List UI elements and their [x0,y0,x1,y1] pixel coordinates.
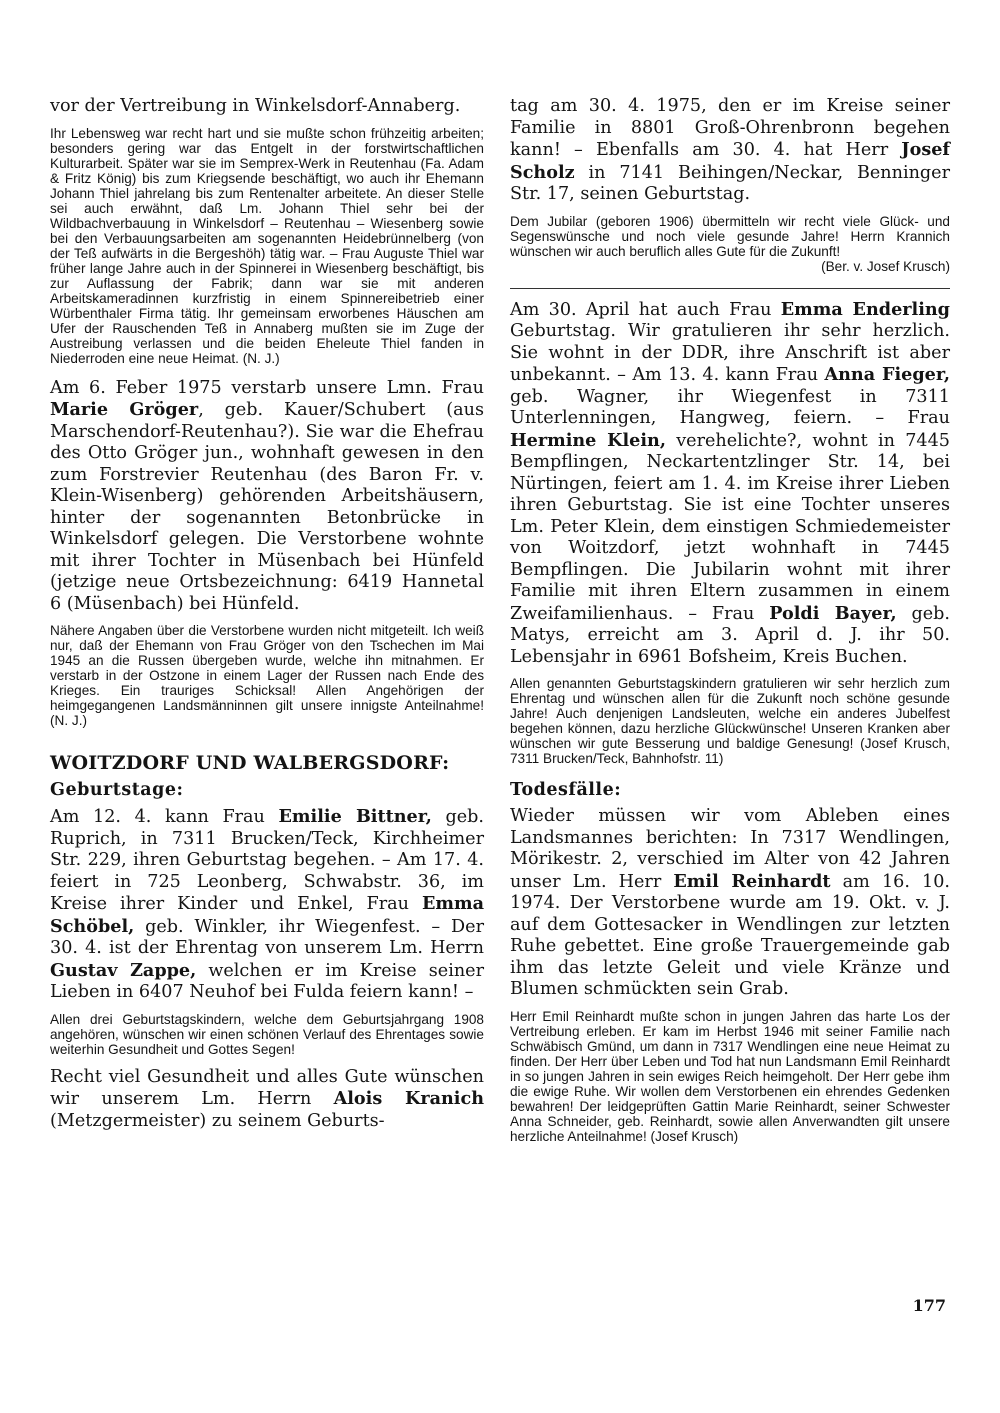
reinhardt-paragraph: Wieder müssen wir vom Ableben eines Landsmannes berichten: In 7317 Wendlingen, Mörikestr. 2, verschied im Alter von 42 Jahren unser Lm. Herr Emil Reinhardt am 16. 10. 1974. Der Verstorbene wurde am 19. Okt. v. J. auf dem Gottesacker in Wendlingen zur letzten Ruhe gebettet. Eine große Trauergemeinde gab ihm das letzte Geleit und viele Kränze und Blumen schmückten sein Grab. [510,806,951,999]
scholz-paragraph: tag am 30. 4. 1975, den er im Kreise seiner Familie in 8801 Groß-Ohrenbronn begehen kann! – Ebenfalls am 30. 4. hat Herr Josef Scholz in 7141 Beihingen/Neckar, Benninger Str. 17, seinen Geburtstag. [510,96,950,204]
enderling-wishes-paragraph: Allen genannten Geburtstagskindern gratulieren wir sehr herzlich zum Ehrentag und wünschen allen für die Zukunft noch schöne gesunde Jahre! Auch denjenigen Landsleuten, welche ein anderes Jubelfest begehen können, dazu herzliche Glückwünsche! Unseren Kranken aber wünschen wir gute Besserung und baldige Genesung! (Josef Krusch, 7311 Brucken/Teck, Bahnhofstr. 11) [510,676,950,766]
section-title-woitzdorf: WOITZDORF UND WALBERGSDORF: [50,752,450,774]
person-name: Emma Enderling [780,298,950,320]
person-name: Poldi Bayer, [769,602,897,624]
left-column [50,96,484,1132]
person-name: Josef Scholz [510,139,950,183]
enderling-paragraph: Am 30. April hat auch Frau Emma Enderling Geburtstag. Wir gratulieren ihr sehr herzlich. Sie wohnt in der DDR, ihre Anschrift ist aber unbekannt. – Am 13. 4. kann Frau Anna Fieger, geb. Wagner, ihr Wiegenfest in 7311 Unterlenningen, Hangweg, feiern. – Frau Hermine Klein, verehelichte?, wohnt in 7445 Bempflingen, Neckartentzlinger Str. 14, bei Nürtingen, feiert am 1. 4. im Kreise ihrer Lieben ihren Geburtstag. Sie ist eine Tochter unseres Lm. Peter Klein, dem einstigen Schmiedemeister von Woitzdorf, jetzt wohnhaft in 7445 Bempflingen. Die Jubilarin wohnt mit ihrer Familie mit ihren Eltern zusammen in einem Zweifamilienhaus. – Frau Poldi Bayer, geb. Matys, erreicht am 3. April d. J. ihr 50. Lebensjahr in 6961 Bofsheim, Kreis Buchen. [510,298,951,667]
person-name: Anna Fieger, [824,364,950,385]
page-number: 177 [912,1296,946,1315]
person-name: Emil Reinhardt [673,870,831,892]
birthdays-paragraph: Am 12. 4. kann Frau Emilie Bittner, geb. Ruprich, in 7311 Brucken/Teck, Kirchheimer Str. 229, ihren Geburtstag begehen. – Am 17. 4. feiert in 725 Leonberg, Schwabstr. 36, im Kreise ihrer Kinder und Enkel, Frau Emma Schöbel, geb. Winkler, ihr Wiegenfest. – Der 30. 4. ist der Ehrentag von unserem Lm. Herrn Gustav Zappe, welchen er im Kreise seiner Lieben in 6407 Neuhof bei Fulda feiern kann! – [50,806,485,1002]
jubilar-wishes-paragraph: Dem Jubilar (geboren 1906) übermitteln wir recht viele Glück- und Segenswünsche und noch viele gesunde Jahre! Herrn Krannich wünschen wir auch beruflich alles Gute für die Zukunft! [510,213,950,259]
person-name: Emma Schöbel, [50,893,484,937]
person-name: Gustav Zappe, [50,959,197,981]
right-column [510,96,950,1144]
birthdays-wishes-paragraph: Allen drei Geburtstagskindern, welche dem Geburtsjahrgang 1908 angehören, wünschen wir einen schönen Verlauf des Ehrentages sowie weiterhin Gesundheit und Gottes Segen! [50,1011,484,1057]
intro-paragraph: vor der Vertreibung in Winkelsdorf-Annaberg. [50,96,461,116]
reinhardt-details-paragraph: Herr Emil Reinhardt mußte schon in jungen Jahren das harte Los der Vertreibung erleben. Er kam im Herbst 1946 mit seiner Familie nach Schwäbisch Gmünd, um dann in 7317 Wendlingen eine neue Heimat zu finden. Der Herr über Leben und Tod hat nun Landsmann Emil Reinhardt in so jungen Jahren in sein ewiges Reich heimgeholt. Der Herr gebe ihm die ewige Ruhe. Wir wollen dem Verstorbenen ein ehrendes Gedenken bewahren! Der leidgeprüften Gattin Marie Reinhardt, seiner Schwester Anna Schneider, geb. Reinhardt, sowie allen Anverwandten gilt unsere herzliche Anteilnahme! (Josef Krusch) [510,1008,950,1144]
groeger-details-paragraph: Nähere Angaben über die Verstorbene wurden nicht mitgeteilt. Ich weiß nur, daß der Ehemann von Frau Gröger von den Tschechen im Mai 1945 an die Russen übergeben wurde, welche ihn mitnahmen. Er verstarb in der Ostzone in einem Lager der Russen nach Ende des Krieges. Ein trauriges Schicksal! Allen Angehörigen der heimgegangenen Landsmänninnen gilt unsere innigste Anteilnahme! (N. J.) [50,623,484,728]
person-name: Hermine Klein, [510,429,666,451]
thiel-biography-paragraph: Ihr Lebensweg war recht hart und sie mußte schon frühzeitig arbeiten; besonders gering war das Entgelt in der forstwirtschaftlichen Kulturarbeit. Später war sie im Semprex-Werk in Reutenhau (Fa. Adam & Fritz König) bis zum Kriegsende beschäftigt, wo auch ihr Ehemann Johann Thiel jahrelang bis zum Rentenalter arbeitete. An dieser Stelle sei auch erwähnt, daß Lm. Johann Thiel sehr bei der Wildbachverbauung in Winkelsdorf – Reutenhau – Wiesenberg sowie bei den Verbauungsarbeiten am sogenannten Heidebrünnelberg (von der Teß aufwärts in die Bergeshöh) tätig war. – Frau Auguste Thiel war früher lange Jahre auch in der Spinnerei in Wiesenberg beschäftigt, bis zur Auflassung der Fabrik; dann war sie mit anderen Arbeitskameradinnen kurzfristig in einem Spinnereibetrieb einer Würbenthaler Firma tätig. Ihr gemeinsam erworbenes Häuschen am Ufer der Rauschenden Teß in Annaberg mußten sie im Zuge der Austreibung verlassen und die beiden Eheleute Thiel fanden in Niederroden eine neue Heimat. (N. J.) [50,125,484,366]
column-divider [510,274,950,289]
person-name: Marie Gröger [50,399,199,420]
person-name: Emilie Bittner, [278,806,432,827]
birthdays-heading: Geburtstage: [50,780,184,800]
signature-krusch: (Ber. v. Josef Krusch) [821,258,950,274]
kranich-paragraph: Recht viel Gesundheit und alles Gute wünschen wir unserem Lm. Herrn Alois Kranich (Metzgermeister) zu seinem Geburts- [50,1066,484,1131]
groeger-obituary-paragraph: Am 6. Feber 1975 verstarb unsere Lmn. Frau Marie Gröger, geb. Kauer/Schubert (aus Marschendorf-Reutenhau?). Sie war die Ehefrau des Otto Gröger jun., wohnhaft gewesen in den zum Forstrevier Reutenhau (des Baron Fr. v. Klein-Wisenberg) gehörenden Arbeitshäusern, hinter der sogenannten Betonbrücke in Winkelsdorf gelegen. Die Verstorbene wohnte mit ihrer Tochter in Müsenbach bei Hünfeld (jetzige neue Ortsbezeichnung: 6419 Hannetal 6 (Müsenbach) bei Hünfeld. [50,377,484,614]
deaths-heading: Todesfälle: [510,780,622,800]
person-name: Alois Kranich [333,1088,484,1109]
